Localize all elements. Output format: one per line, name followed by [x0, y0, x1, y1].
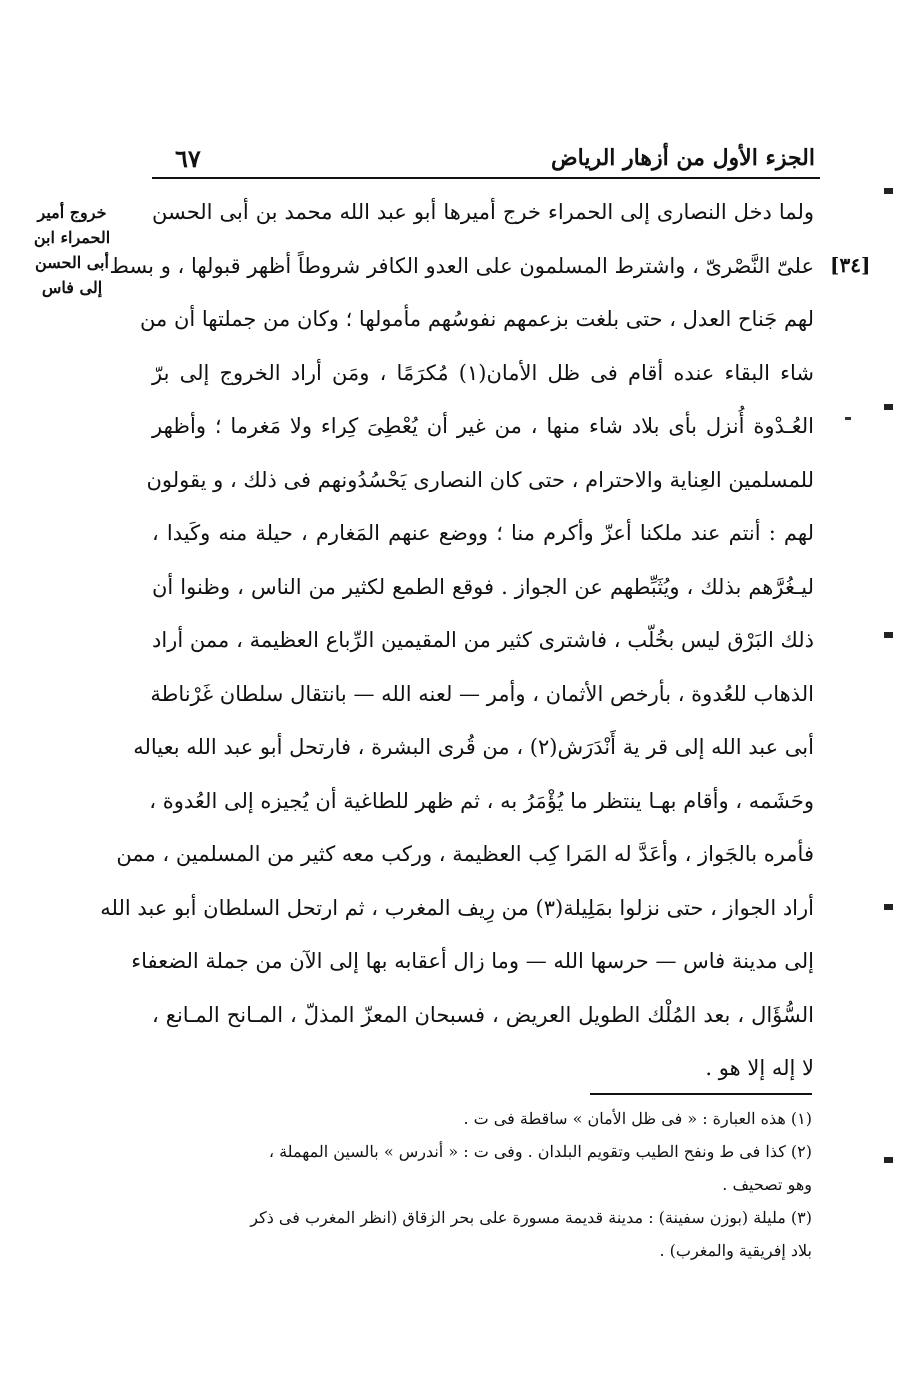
body-line: للمسلمين العِناية والاحترام ، حتى كان النصارى يَحْسُدُونهم فى ذلك ، و يقولون — [146, 467, 814, 492]
body-line: العُـدْوة أُنزل بأى بلاد شاء منها ، من غير أن يُعْطِىَ كِراء ولا مَغرما ؛ وأظهر — [152, 414, 814, 438]
body-line: شاء البقاء عنده أقام فى ظل الأمان(١) مُكرَمًا ، ومَن أراد الخروج إلى برّ — [152, 360, 814, 385]
body-line: الذهاب للعُدوة ، بأرخص الأثمان ، وأمر — لعنه الله — بانتقال سلطان غَرْناطة — [150, 681, 814, 706]
body-line: أبى عبد الله إلى قر ية أَنْدَرَش(٢) ، من قُرى البشرة ، فارتحل أبو عبد الله بعياله — [133, 735, 814, 759]
margin-note-line: الحمراء ابن — [33, 228, 111, 247]
footnote-continuation: بلاد إفريقية والمغرب) . — [659, 1241, 812, 1260]
body-line: إلى مدينة فاس — حرسها الله — وما زال أعقابه بها إلى الآن من جملة الضعفاء — [131, 949, 814, 973]
footnote: (١) هذه العبارة : « فى ظل الأمان » ساقطة فى ت . — [463, 1109, 812, 1128]
footnote: (٢) كذا فى ط ونفح الطيب وتقويم البلدان . وفى ت : « أندرس » بالسين المهملة ، — [268, 1142, 812, 1161]
body-line: وحَشَمه ، وأقام بهـا ينتظر ما يُؤْمَرُ به ، ثم ظهر للطاغية أن يُجيزه إلى العُدوة ، — [149, 788, 814, 813]
footnote: (٣) مليلة (بوزن سفينة) : مدينة قديمة مسورة على بحر الزقاق (انظر المغرب فى ذكر — [250, 1208, 812, 1227]
margin-note-line: أبى الحسن — [35, 253, 109, 272]
header-rule — [152, 177, 820, 179]
margin-note-line: خروج أمير — [37, 203, 107, 222]
footnote-rule — [590, 1093, 812, 1095]
footnote-continuation: وهو تصحيف . — [722, 1175, 812, 1194]
running-header — [175, 138, 815, 178]
scan-edge-mark — [884, 188, 893, 194]
scan-edge-mark — [884, 904, 893, 910]
body-line: السُّؤَال ، بعد المُلْك الطويل العريض ، فسبحان المعزّ المذلّ ، المـانح المـانع ، — [152, 1002, 814, 1027]
body-line: علىّ النَّصْرىّ ، واشترط المسلمون على العدو الكافر شروطاً أظهر قبولها ، و بسط — [109, 253, 814, 278]
body-line: لهم : أنتم عند ملكنا أعزّ وأكرم منا ؛ ووضع عنهم المَغارم ، حيلة منه وكَيدا ، — [152, 521, 814, 545]
scan-edge-mark — [884, 632, 893, 638]
body-line: لهم جَناح العدل ، حتى بلغت بزعمهم نفوسُهم مأمولها ؛ وكان من جملتها أن من — [140, 307, 814, 331]
scan-dash-mark — [845, 417, 851, 420]
edition-page-marker: [٣٤] — [830, 253, 871, 277]
body-line: لا إله إلا هو . — [705, 1056, 814, 1080]
page-number: ٦٧ — [175, 143, 201, 173]
margin-note-line: إلى فاس — [41, 278, 103, 297]
body-line: أراد الجواز ، حتى نزلوا بمَلِيلة(٣) من رِيف المغرب ، ثم ارتحل السلطان أبو عبد الله — [100, 895, 814, 920]
body-line: فأمره بالجَواز ، وأعَدَّ له المَرا كِب العظيمة ، وركب معه كثير من المسلمين ، ممن — [116, 842, 814, 866]
scan-edge-mark — [884, 404, 893, 410]
running-title: الجزء الأول من أزهار الرياض — [551, 145, 815, 171]
footnotes — [152, 1102, 812, 1267]
body-line: ذلك البَرْق ليس بخُلّب ، فاشترى كثير من المقيمين الرِّباع العظيمة ، ممن أراد — [152, 628, 814, 652]
body-line: ولما دخل النصارى إلى الحمراء خرج أميرها أبو عبد الله محمد بن أبى الحسن — [152, 200, 814, 224]
scan-edge-mark — [884, 1157, 893, 1163]
body-line: ليـغُرَّهم بذلك ، ويُثَبِّطهم عن الجواز . فوقع الطمع لكثير من الناس ، وظنوا أن — [152, 574, 814, 599]
body-text — [100, 186, 814, 1096]
